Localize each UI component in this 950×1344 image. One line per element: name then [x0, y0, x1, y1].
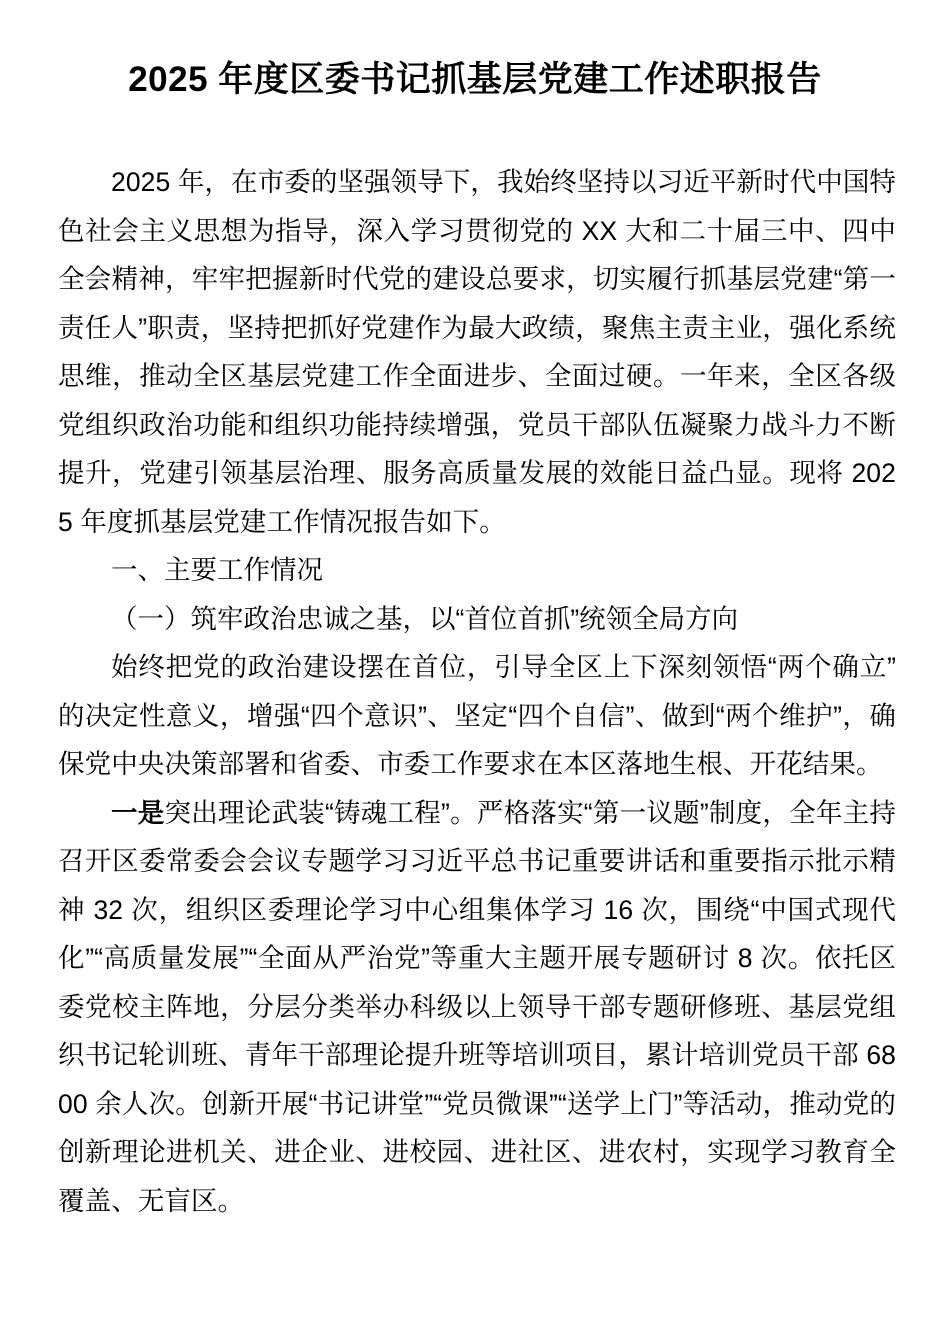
- page-title: 2025 年度区委书记抓基层党建工作述职报告: [128, 60, 822, 99]
- paragraph-lead-marker: 一是: [111, 797, 165, 828]
- paragraph-opening: 2025 年，在市委的坚强领导下，我始终坚持以习近平新时代中国特色社会主义思想为指导，深入学习贯彻党的 XX 大和二十届三中、四中全会精神，牢牢把握新时代党的建设总要求，切实履行抓基层党建“第一责任人”职责，坚持把抓好党建作为最大政绩，聚焦主责主业，强化系统思维，推动全区基层党建工作全面进步、全面过硬。一年来，全区各级党组织政治功能和组织功能持续增强，党员干部队伍凝聚力战斗力不断提升，党建引领基层治理、服务高质量发展的效能日益凸显。现将 2025 年度抓基层党建工作情况报告如下。: [58, 167, 897, 537]
- heading-subsection-1-1: （一）筑牢政治忠诚之基，以“首位首抓”统领全局方向: [111, 603, 739, 634]
- paragraph-1-1-intro: 始终把党的政治建设摆在首位，引导全区上下深刻领悟“两个确立”的决定性意义，增强“四个意识”、坚定“四个自信”、做到“两个维护”，确保党中央决策部署和省委、市委工作要求在本区落地生根、开花结果。: [58, 652, 896, 779]
- paragraph-1-1-item1: [58, 789, 896, 1226]
- paragraph-1-1-item1-text: 突出理论武装“铸魂工程”。严格落实“第一议题”制度，全年主持召开区委常委会会议专题学习习近平总书记重要讲话和重要指示批示精神 32 次，组织区委理论学习中心组集体学习 16 次，围绕“中国式现代化”“高质量发展”“全面从严治党”等重大主题开展专题研讨 8 次。依托区委党校主阵地，分层分类举办科级以上领导干部专题研修班、基层党组织书记轮训班、青年干部理论提升班等培训项目，累计培训党员干部 6800 余人次。创新开展“书记讲堂”“党员微课”“送学上门”等活动，推动党的创新理论进机关、进企业、进校园、进社区、进农村，实现学习教育全覆盖、无盲区。: [58, 797, 896, 1216]
- heading-section-1: 一、主要工作情况: [111, 555, 323, 585]
- document-body: [58, 158, 896, 1225]
